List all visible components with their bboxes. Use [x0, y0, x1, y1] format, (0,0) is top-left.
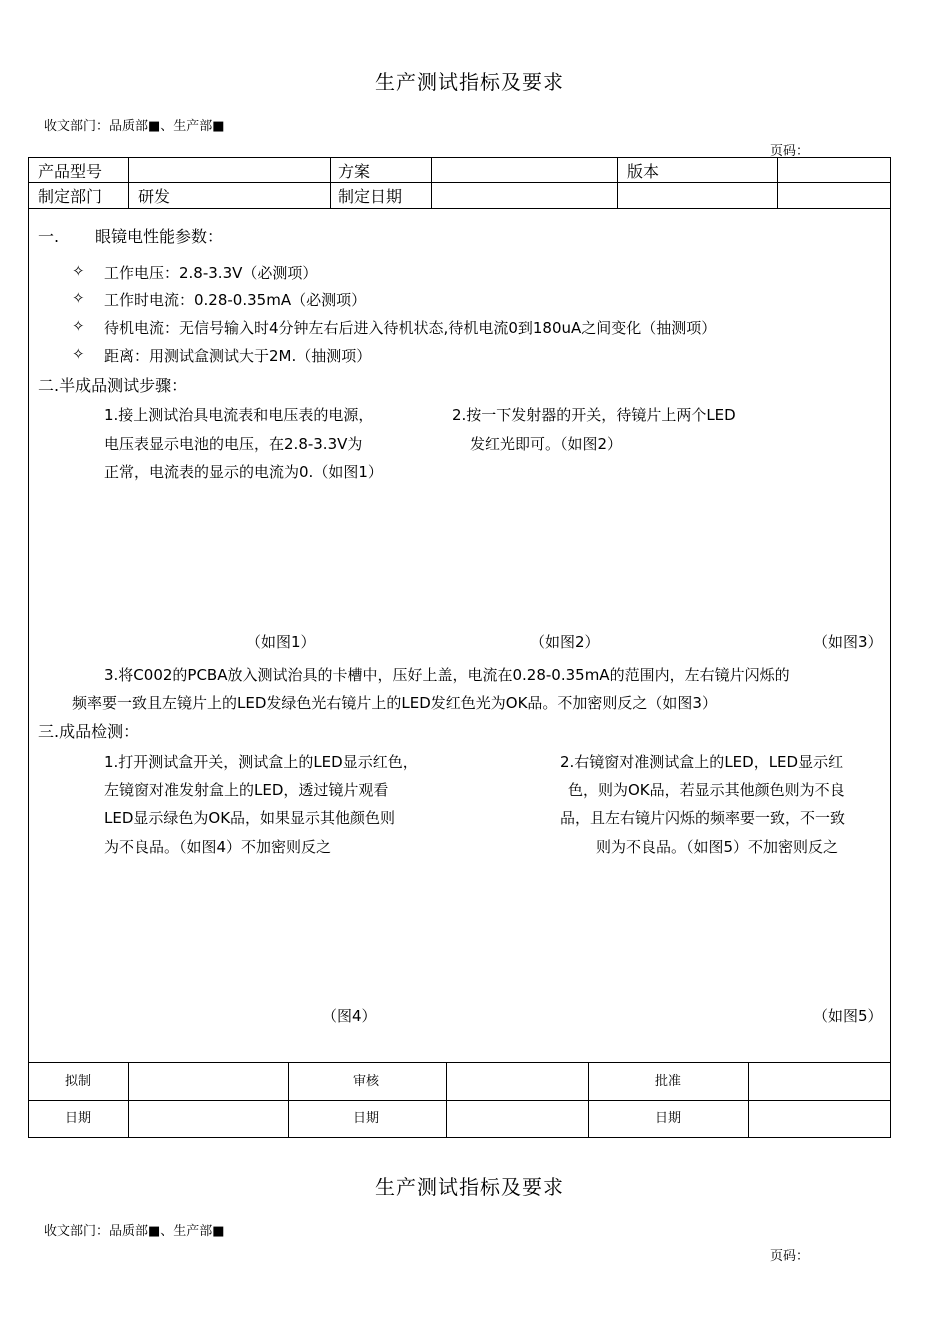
- label-approved: 批准: [655, 1074, 682, 1089]
- signoff-top: [28, 1062, 891, 1063]
- section1-title: 眼镜电性能参数：: [95, 227, 224, 246]
- header-row-divider: [28, 182, 891, 183]
- signoff-col-line: [128, 1062, 129, 1138]
- spec-item: 待机电流：无信号输入时4分钟左右后进入待机状态,待机电流0到180uA之间变化（抽测项）: [104, 319, 717, 337]
- step1-line: 正常，电流表的显示的电流为0.（如图1）: [104, 463, 383, 481]
- recipients: 收文部门：品质部■、生产部■: [44, 119, 225, 134]
- check1-line: LED显示绿色为OK品，如果显示其他颜色则: [104, 809, 396, 827]
- figure2-caption: （如图2）: [530, 633, 600, 651]
- section2-title: 二.半成品测试步骤：: [38, 376, 188, 395]
- bullet-icon: ✧: [72, 317, 85, 335]
- figure1-caption: （如图1）: [246, 633, 316, 651]
- step2-line: 2.按一下发射器的开关，待镜片上两个LED: [452, 406, 736, 424]
- page2-recipients: 收文部门：品质部■、生产部■: [44, 1224, 225, 1239]
- header-col-line: [431, 157, 432, 208]
- label-product-model: 产品型号: [38, 162, 103, 181]
- step2-line: 发红光即可。（如图2）: [470, 435, 623, 453]
- label-date: 日期: [655, 1111, 682, 1126]
- page2-title: 生产测试指标及要求: [375, 1175, 564, 1199]
- step1-line: 电压表显示电池的电压，在2.8-3.3V为: [104, 435, 363, 453]
- label-department: 制定部门: [38, 187, 103, 206]
- value-department: 研发: [138, 187, 171, 206]
- check2-line: 色，则为OK品，若显示其他颜色则为不良: [568, 781, 845, 799]
- check2-line: 品，且左右镜片闪烁的频率要一致，不一致: [560, 809, 846, 827]
- header-col-line: [330, 157, 331, 208]
- bullet-icon: ✧: [72, 262, 85, 280]
- signoff-col-line: [288, 1062, 289, 1138]
- header-table-bottom: [28, 208, 891, 209]
- header-col-line: [617, 157, 618, 208]
- signoff-col-line: [748, 1062, 749, 1138]
- check1-line: 1.打开测试盒开关，测试盒上的LED显示红色，: [104, 753, 418, 771]
- check2-line: 则为不良品。（如图5）不加密则反之: [596, 838, 839, 856]
- figure3-caption: （如图3）: [813, 633, 883, 651]
- label-drafted: 拟制: [65, 1074, 92, 1089]
- spec-item: 工作时电流：0.28-0.35mA（必测项）: [104, 291, 367, 309]
- signoff-col-line: [588, 1062, 589, 1138]
- header-col-line: [128, 157, 129, 208]
- signoff-row-divider: [28, 1100, 891, 1101]
- spec-item: 工作电压：2.8-3.3V（必测项）: [104, 264, 318, 282]
- label-date: 制定日期: [338, 187, 403, 206]
- step3-line: 频率要一致且左镜片上的LED发绿色光右镜片上的LED发红色光为OK品。不加密则反之（如图3）: [72, 694, 717, 712]
- label-date: 日期: [65, 1111, 92, 1126]
- spec-item: 距离：用测试盒测试大于2M.（抽测项）: [104, 347, 372, 365]
- label-date: 日期: [353, 1111, 380, 1126]
- check1-line: 为不良品。（如图4）不加密则反之: [104, 838, 332, 856]
- page-number-label: 页码：: [770, 144, 810, 159]
- step1-line: 1.接上测试治具电流表和电压表的电源，: [104, 406, 374, 424]
- step3-line: 3.将C002的PCBA放入测试治具的卡槽中，压好上盖，电流在0.28-0.35mA的范围内，左右镜片闪烁的: [104, 666, 790, 684]
- page2-page-number-label: 页码：: [770, 1249, 810, 1264]
- bullet-icon: ✧: [72, 345, 85, 363]
- page-title: 生产测试指标及要求: [375, 70, 564, 94]
- header-col-line: [777, 157, 778, 208]
- label-scheme: 方案: [338, 162, 371, 181]
- check1-line: 左镜窗对准发射盒上的LED，透过镜片观看: [104, 781, 389, 799]
- section1-number: 一.: [38, 227, 60, 246]
- figure5-caption: （如图5）: [813, 1007, 883, 1025]
- label-version: 版本: [627, 162, 660, 181]
- figure4-caption: （图4）: [322, 1007, 377, 1025]
- signoff-col-line: [446, 1062, 447, 1138]
- section3-title: 三.成品检测：: [38, 722, 140, 741]
- check2-line: 2.右镜窗对准测试盒上的LED，LED显示红: [560, 753, 844, 771]
- bullet-icon: ✧: [72, 289, 85, 307]
- label-reviewed: 审核: [353, 1074, 380, 1089]
